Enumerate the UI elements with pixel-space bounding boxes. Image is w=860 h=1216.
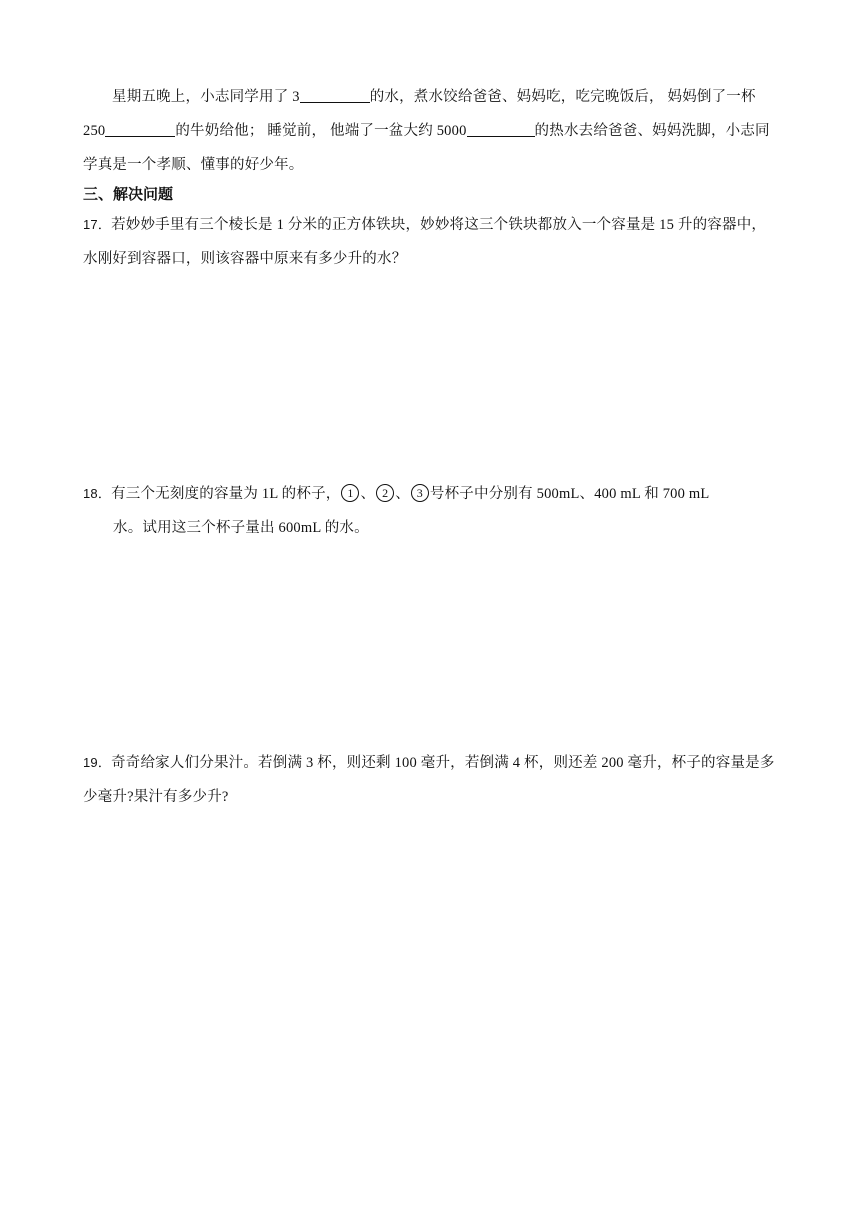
- circled-number-3: 3: [411, 484, 429, 502]
- circled-number-1: 1: [341, 484, 359, 502]
- question-number: 17．: [83, 217, 112, 232]
- question-text-line-2: 水。试用这三个杯子量出 600mL 的水。: [113, 520, 369, 536]
- fill-in-text-4: 的热水去给爸爸、妈妈洗脚，小志同学真是一个孝顺、懂事的好少年。: [83, 123, 770, 173]
- answer-blank-2[interactable]: [105, 119, 175, 137]
- answer-blank-3[interactable]: [467, 119, 535, 137]
- question-text: 若妙妙手里有三个棱长是 1 分米的正方体铁块，妙妙将这三个铁块都放入一个容量是 15 升的容器中，水刚好到容器口，则该容器中原来有多少升的水？: [83, 217, 767, 267]
- answer-blank-1[interactable]: [300, 85, 370, 103]
- circled-number-2: 2: [376, 484, 394, 502]
- question-19: [83, 746, 780, 814]
- section-title: 三、解决问题: [83, 185, 174, 203]
- separator: 、: [360, 486, 376, 502]
- question-text: 奇奇给家人们分果汁。若倒满 3 杯，则还剩 100 毫升，若倒满 4 杯，则还差 200 毫升，杯子的容量是多少毫升?果汁有多少升?: [83, 755, 775, 805]
- question-text-continued: 号杯子中分别有 500mL、400 mL 和 700 mL: [429, 486, 710, 502]
- fill-in-text-1: 星期五晚上，小志同学用了 3: [112, 89, 300, 105]
- fill-in-paragraph: [83, 80, 780, 182]
- question-text: 有三个无刻度的容量为 1L 的杯子，: [111, 486, 341, 502]
- question-18: [83, 477, 780, 545]
- fill-in-text-3: 的牛奶给他； 睡觉前， 他端了一盆大约 5000: [175, 123, 467, 139]
- question-number: 19．: [83, 755, 112, 770]
- separator: 、: [395, 486, 410, 502]
- question-17: [83, 208, 780, 276]
- fill-in-text-2: 的水，煮水饺给爸爸、妈妈吃，吃完晚饭后， 妈妈倒了一杯 250: [83, 89, 756, 139]
- question-number: 18．: [83, 486, 112, 501]
